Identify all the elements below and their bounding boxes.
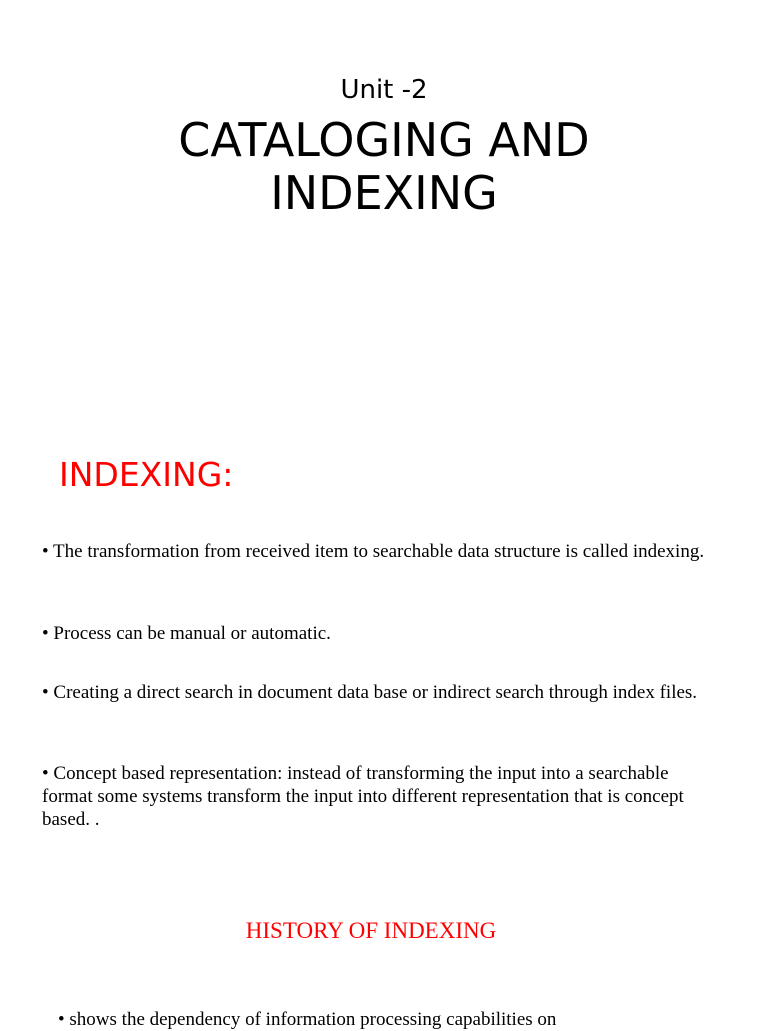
bullet-item: • The transformation from received item to searchable data structure is called indexing. (42, 541, 705, 562)
history-heading: HISTORY OF INDEXING (245, 918, 497, 943)
bullet-item: • shows the dependency of information processing capabilities on (58, 1009, 557, 1030)
main-title-line-1: CATALOGING AND (178, 113, 590, 167)
unit-label: Unit -2 (340, 75, 428, 105)
bullet-item: • Creating a direct search in document data base or indirect search through index files. (42, 682, 698, 703)
main-title-line-2: INDEXING (270, 166, 498, 220)
title-slide (0, 70, 768, 220)
bullet-item: • Concept based representation: instead of transforming the input into a searchable format some systems transform the input into different representation that is concept based. . (42, 763, 684, 830)
bullet-item: • Process can be manual or automatic. (42, 623, 331, 644)
indexing-heading: INDEXING: (59, 455, 234, 494)
